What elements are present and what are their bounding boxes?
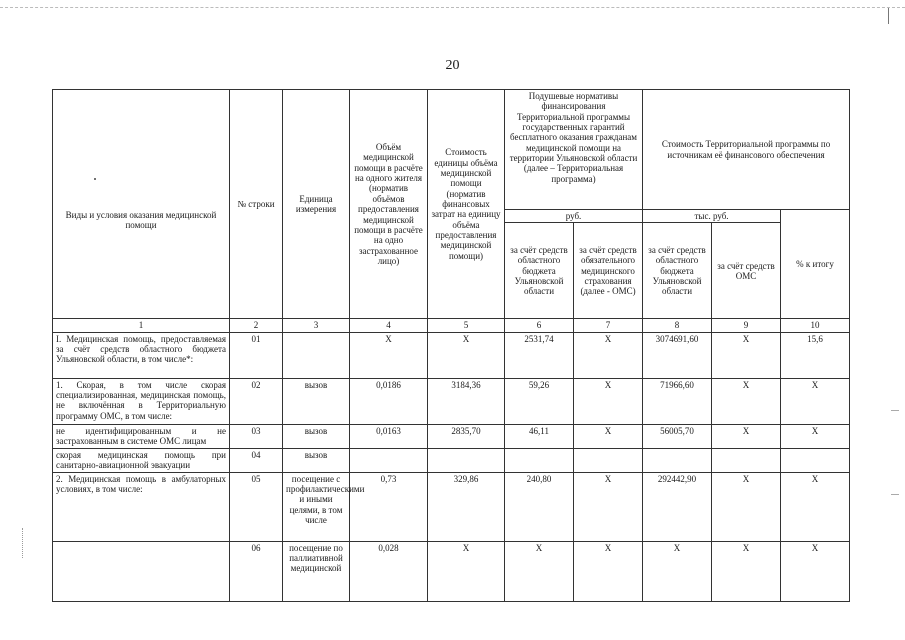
column-number: 5 (428, 319, 505, 332)
page-number: 20 (445, 58, 460, 73)
row-oms-thousand: X (712, 424, 781, 448)
row-budget-thousand (643, 448, 712, 472)
row-volume: X (350, 332, 428, 378)
column-number: 1 (53, 319, 230, 332)
row-percent: X (781, 378, 850, 424)
scan-corner-mark (888, 8, 895, 24)
row-oms-rub: X (574, 541, 643, 601)
row-oms-rub: X (574, 424, 643, 448)
row-volume: 0,0163 (350, 424, 428, 448)
row-unit-cost: 329,86 (428, 472, 505, 541)
row-line-number: 01 (230, 332, 283, 378)
header-oms-rub: за счёт средств обязательного медицинского страхования (далее - ОМС) (574, 223, 643, 319)
scan-artifact (94, 178, 96, 180)
row-line-number: 02 (230, 378, 283, 424)
row-unit-cost: 3184,36 (428, 378, 505, 424)
header-percent: % к итогу (781, 210, 850, 319)
row-budget-rub: 2531,74 (505, 332, 574, 378)
column-number: 10 (781, 319, 850, 332)
column-number: 8 (643, 319, 712, 332)
row-percent: X (781, 424, 850, 448)
row-unit: посещение по паллиативной медицинской (283, 541, 350, 601)
header-per-capita-group: Подушевые нормативы финансирования Территориальной программы государственных гарантий бесплатного оказания гражданам медицинской помощи на территории Ульяновской области (далее – Территориальная программа) (505, 90, 643, 210)
row-budget-rub (505, 448, 574, 472)
header-cost-group: Стоимость Территориальной программы по источникам её финансового обеспечения (643, 90, 850, 210)
row-budget-thousand: 56005,70 (643, 424, 712, 448)
row-budget-rub: 59,26 (505, 378, 574, 424)
row-unit: вызов (283, 448, 350, 472)
row-oms-rub: X (574, 378, 643, 424)
row-volume (350, 448, 428, 472)
row-oms-rub (574, 448, 643, 472)
row-unit: вызов (283, 424, 350, 448)
column-number: 3 (283, 319, 350, 332)
scan-top-edge (0, 7, 905, 8)
row-percent: X (781, 541, 850, 601)
row-oms-rub: X (574, 472, 643, 541)
row-oms-thousand (712, 448, 781, 472)
table-row (53, 378, 850, 424)
header-oms-thousand: за счёт средств ОМС (712, 223, 781, 319)
table-row (53, 424, 850, 448)
row-name: I. Медицинская помощь, предоставляемая за счёт средств областного бюджета Ульяновской области, в том числе*: (53, 332, 230, 378)
header-line-number: № строки (230, 90, 283, 319)
row-line-number: 04 (230, 448, 283, 472)
row-volume: 0,028 (350, 541, 428, 601)
row-unit-cost: X (428, 332, 505, 378)
financing-table (52, 89, 850, 602)
table-row (53, 448, 850, 472)
row-line-number: 06 (230, 541, 283, 601)
header-unit-rub: руб. (505, 210, 643, 223)
row-unit-cost: 2835,70 (428, 424, 505, 448)
row-unit (283, 332, 350, 378)
row-oms-thousand: X (712, 378, 781, 424)
column-number: 6 (505, 319, 574, 332)
row-budget-rub: X (505, 541, 574, 601)
scan-artifact (891, 410, 899, 411)
row-name: не идентифицированным и не застрахованным в системе ОМС лицам (53, 424, 230, 448)
row-name: 1. Скорая, в том числе скорая специализированная, медицинская помощь, не включённая в Территориальную программу ОМС, в том числе: (53, 378, 230, 424)
header-conditions: Виды и условия оказания медицинской помощи (65, 209, 217, 231)
row-oms-thousand: X (712, 541, 781, 601)
header-cell (53, 90, 230, 319)
row-oms-thousand: X (712, 472, 781, 541)
row-volume: 0,0186 (350, 378, 428, 424)
row-budget-thousand: 71966,60 (643, 378, 712, 424)
header-budget-rub: за счёт средств областного бюджета Ульяновской области (505, 223, 574, 319)
row-percent: X (781, 472, 850, 541)
row-unit-cost (428, 448, 505, 472)
header-unit-thousand-rub: тыс. руб. (643, 210, 781, 223)
table-row (53, 472, 850, 541)
row-budget-thousand: 292442,90 (643, 472, 712, 541)
column-number: 2 (230, 319, 283, 332)
row-budget-rub: 46,11 (505, 424, 574, 448)
row-oms-thousand: X (712, 332, 781, 378)
column-number: 4 (350, 319, 428, 332)
row-line-number: 05 (230, 472, 283, 541)
row-name: скорая медицинская помощь при санитарно-авиационной эвакуации (53, 448, 230, 472)
header-volume: Объём медицинской помощи в расчёте на одного жителя (норматив объёмов предоставления медицинской помощи в расчёте на одно застрахованное лицо) (350, 90, 428, 319)
row-budget-rub: 240,80 (505, 472, 574, 541)
row-volume: 0,73 (350, 472, 428, 541)
row-name (53, 541, 230, 601)
column-number: 9 (712, 319, 781, 332)
header-unit-cost: Стоимость единицы объёма медицинской помощи (норматив финансовых затрат на единицу объёма предоставления медицинской помощи) (428, 90, 505, 319)
scan-artifact (891, 494, 899, 495)
row-name: 2. Медицинская помощь в амбулаторных условиях, в том числе: (53, 472, 230, 541)
header-budget-thousand: за счёт средств областного бюджета Ульяновской области (643, 223, 712, 319)
table-row (53, 332, 850, 378)
table-row (53, 541, 850, 601)
row-percent: 15,6 (781, 332, 850, 378)
row-oms-rub: X (574, 332, 643, 378)
row-line-number: 03 (230, 424, 283, 448)
row-unit: вызов (283, 378, 350, 424)
header-unit: Единица измерения (283, 90, 350, 319)
row-unit: посещение с профилактическими и иными целями, в том числе (283, 472, 350, 541)
column-number: 7 (574, 319, 643, 332)
row-budget-thousand: 3074691,60 (643, 332, 712, 378)
column-number-row (53, 319, 850, 332)
row-unit-cost: X (428, 541, 505, 601)
scan-artifact (22, 528, 33, 558)
row-percent (781, 448, 850, 472)
row-budget-thousand: X (643, 541, 712, 601)
